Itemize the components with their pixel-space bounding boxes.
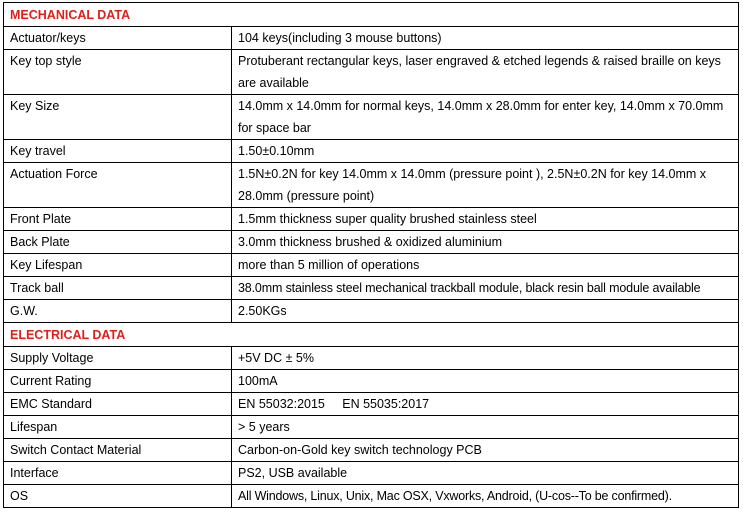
spec-value: Carbon-on-Gold key switch technology PCB bbox=[232, 439, 739, 462]
spec-label: Current Rating bbox=[4, 370, 232, 393]
spec-label: Track ball bbox=[4, 277, 232, 300]
spec-label: Supply Voltage bbox=[4, 347, 232, 370]
spec-table bbox=[3, 2, 739, 508]
spec-label: Key top style bbox=[4, 50, 232, 95]
spec-label: Actuator/keys bbox=[4, 27, 232, 50]
mechanical-section-header bbox=[4, 3, 739, 27]
table-row bbox=[4, 95, 739, 140]
spec-label: Actuation Force bbox=[4, 163, 232, 208]
spec-label: Switch Contact Material bbox=[4, 439, 232, 462]
table-row bbox=[4, 439, 739, 462]
spec-value: 1.50±0.10mm bbox=[232, 140, 739, 163]
table-row bbox=[4, 347, 739, 370]
spec-value: more than 5 million of operations bbox=[232, 254, 739, 277]
spec-label: Back Plate bbox=[4, 231, 232, 254]
table-row bbox=[4, 208, 739, 231]
spec-value: Protuberant rectangular keys, laser engraved & etched legends & raised braille on keys are available bbox=[232, 50, 739, 95]
mechanical-section-title: MECHANICAL DATA bbox=[4, 3, 739, 27]
spec-value: 100mA bbox=[232, 370, 739, 393]
spec-value: +5V DC ± 5% bbox=[232, 347, 739, 370]
spec-value: > 5 years bbox=[232, 416, 739, 439]
table-row bbox=[4, 231, 739, 254]
table-row bbox=[4, 140, 739, 163]
spec-value: 2.50KGs bbox=[232, 300, 739, 323]
spec-label: Key Lifespan bbox=[4, 254, 232, 277]
spec-value: 104 keys(including 3 mouse buttons) bbox=[232, 27, 739, 50]
spec-value: 1.5N±0.2N for key 14.0mm x 14.0mm (pressure point ), 2.5N±0.2N for key 14.0mm x 28.0mm (pressure point) bbox=[232, 163, 739, 208]
electrical-section-header bbox=[4, 323, 739, 347]
spec-label: Front Plate bbox=[4, 208, 232, 231]
spec-value: 3.0mm thickness brushed & oxidized aluminium bbox=[232, 231, 739, 254]
spec-value: 14.0mm x 14.0mm for normal keys, 14.0mm x 28.0mm for enter key, 14.0mm x 70.0mm for space bar bbox=[232, 95, 739, 140]
spec-label: Key travel bbox=[4, 140, 232, 163]
table-row bbox=[4, 462, 739, 485]
table-row bbox=[4, 416, 739, 439]
spec-value: All Windows, Linux, Unix, Mac OSX, Vxworks, Android, (U-cos--To be confirmed). bbox=[232, 485, 739, 508]
table-row bbox=[4, 277, 739, 300]
table-row bbox=[4, 370, 739, 393]
spec-label: Key Size bbox=[4, 95, 232, 140]
table-row bbox=[4, 300, 739, 323]
table-row bbox=[4, 50, 739, 95]
spec-label: EMC Standard bbox=[4, 393, 232, 416]
electrical-section-title: ELECTRICAL DATA bbox=[4, 323, 739, 347]
spec-value: PS2, USB available bbox=[232, 462, 739, 485]
spec-label: OS bbox=[4, 485, 232, 508]
table-row bbox=[4, 254, 739, 277]
spec-label: Interface bbox=[4, 462, 232, 485]
spec-label: G.W. bbox=[4, 300, 232, 323]
spec-value: EN 55032:2015 EN 55035:2017 bbox=[232, 393, 739, 416]
spec-value: 38.0mm stainless steel mechanical trackball module, black resin ball module available bbox=[232, 277, 739, 300]
table-row bbox=[4, 393, 739, 416]
spec-label: Lifespan bbox=[4, 416, 232, 439]
spec-value: 1.5mm thickness super quality brushed stainless steel bbox=[232, 208, 739, 231]
table-row bbox=[4, 163, 739, 208]
table-row bbox=[4, 485, 739, 508]
table-row bbox=[4, 27, 739, 50]
